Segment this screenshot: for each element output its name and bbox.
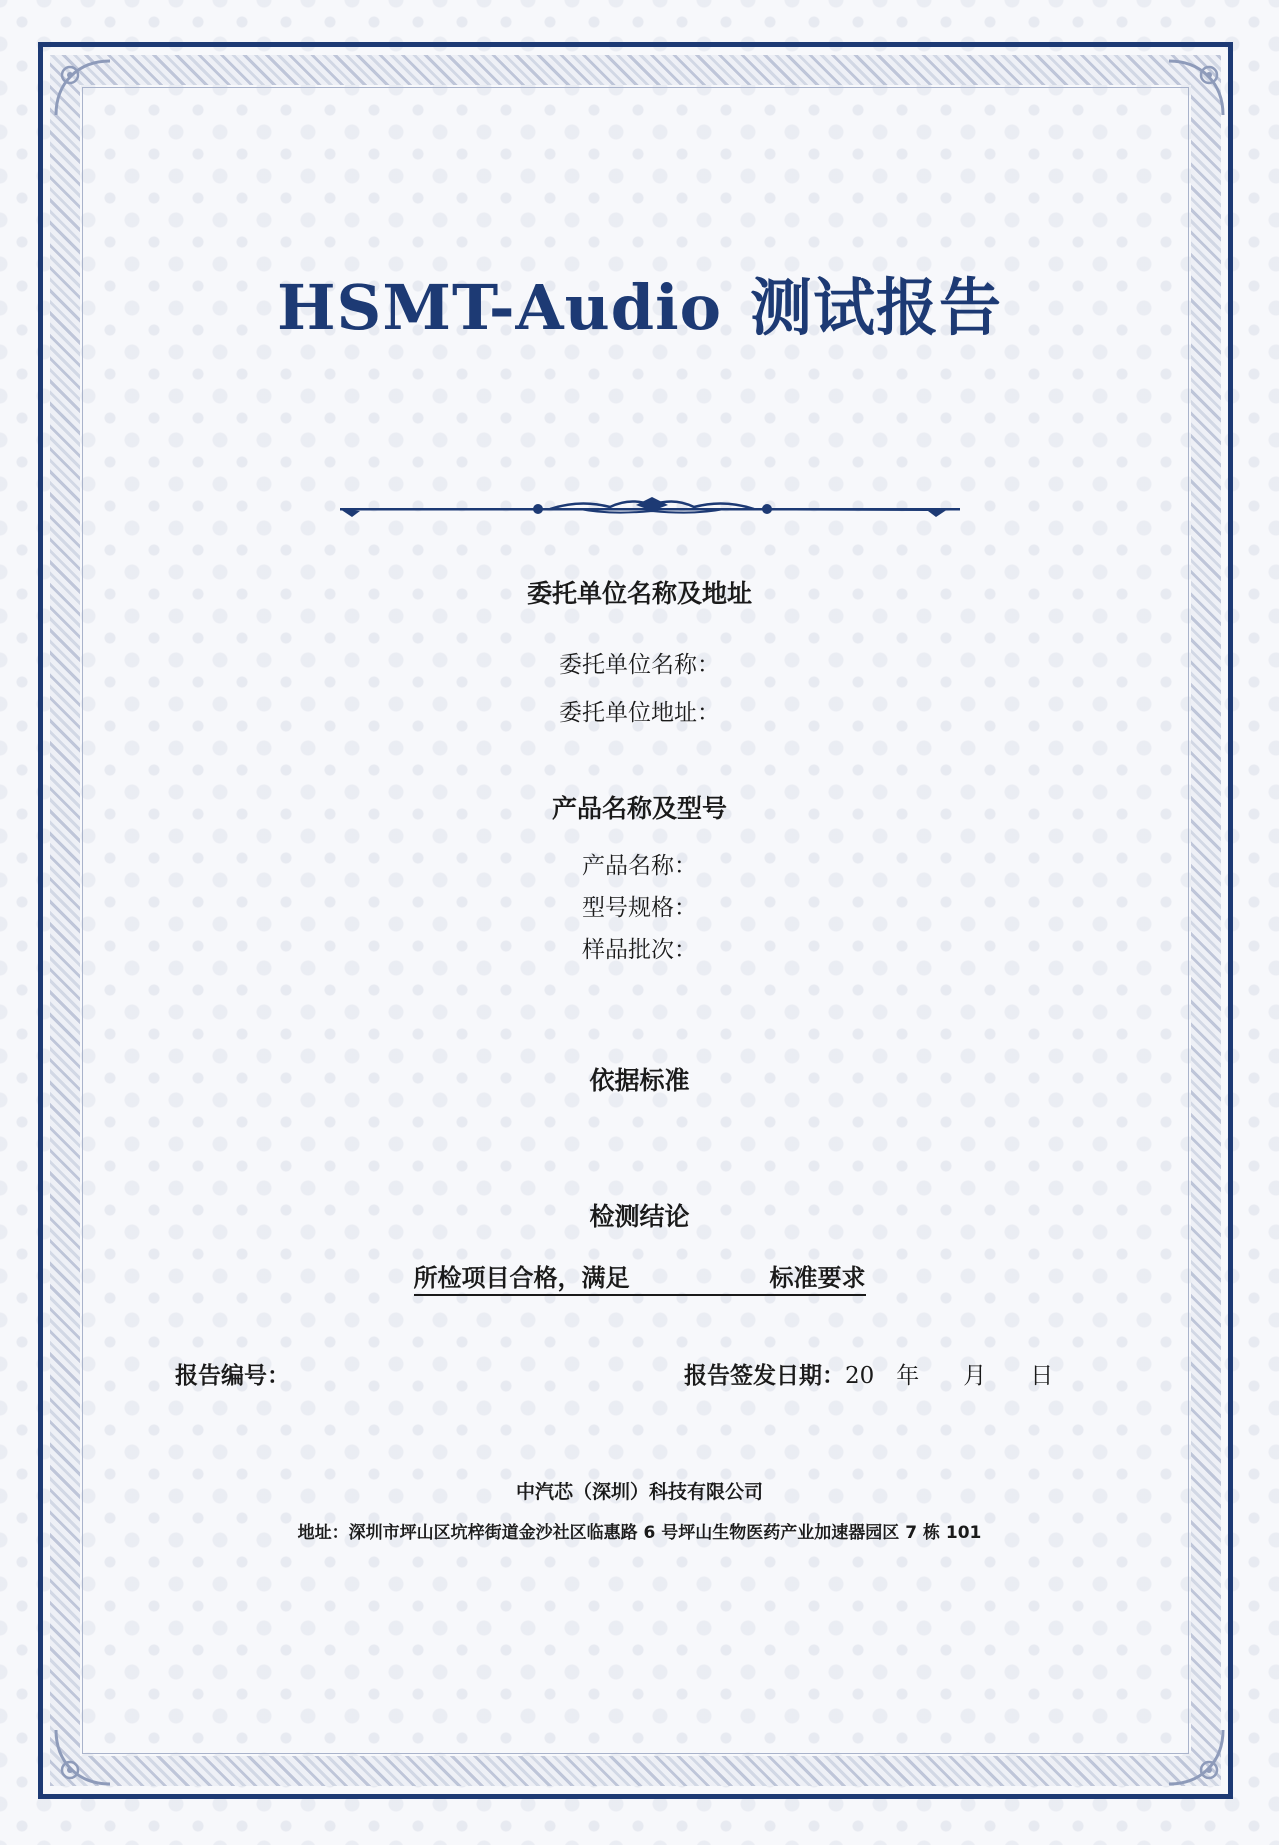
issue-year-prefix: 20 (845, 1363, 875, 1389)
sample-batch-label: 样品批次： (582, 937, 697, 963)
client-section-heading: 委托单位名称及地址 (526, 579, 752, 608)
product-section-heading: 产品名称及型号 (551, 794, 727, 823)
company-address: 地址：深圳市坪山区坑梓街道金沙社区临惠路 6 号坪山生物医药产业加速器园区 7 栋 101 (297, 1523, 982, 1543)
issue-month-unit: 月 (963, 1363, 987, 1389)
client-name-label: 委托单位名称： (559, 652, 720, 678)
ornamental-divider-icon (340, 495, 960, 531)
conclusion-underline (414, 1258, 866, 1296)
title-latin: HSMT-Audio (276, 271, 722, 344)
standard-section-heading: 依据标准 (589, 1066, 690, 1095)
issue-date-label: 报告签发日期： (684, 1363, 845, 1389)
issue-day-unit: 日 (1030, 1363, 1054, 1389)
report-title (0, 258, 1279, 347)
product-name-label: 产品名称： (582, 853, 697, 879)
issue-year-unit: 年 (896, 1363, 920, 1389)
model-spec-label: 型号规格： (582, 895, 697, 921)
company-name: 中汽芯（深圳）科技有限公司 (515, 1481, 763, 1503)
conclusion-section-heading: 检测结论 (589, 1202, 690, 1231)
conclusion-text-before: 所检项目合格，满足 (413, 1264, 630, 1292)
conclusion-text-after: 标准要求 (769, 1264, 866, 1292)
report-number-label: 报告编号： (175, 1363, 290, 1389)
conclusion-statement (0, 1258, 1279, 1296)
title-chinese: 测试报告 (750, 271, 1003, 344)
issue-date (684, 1357, 1053, 1390)
client-address-label: 委托单位地址： (559, 700, 720, 726)
